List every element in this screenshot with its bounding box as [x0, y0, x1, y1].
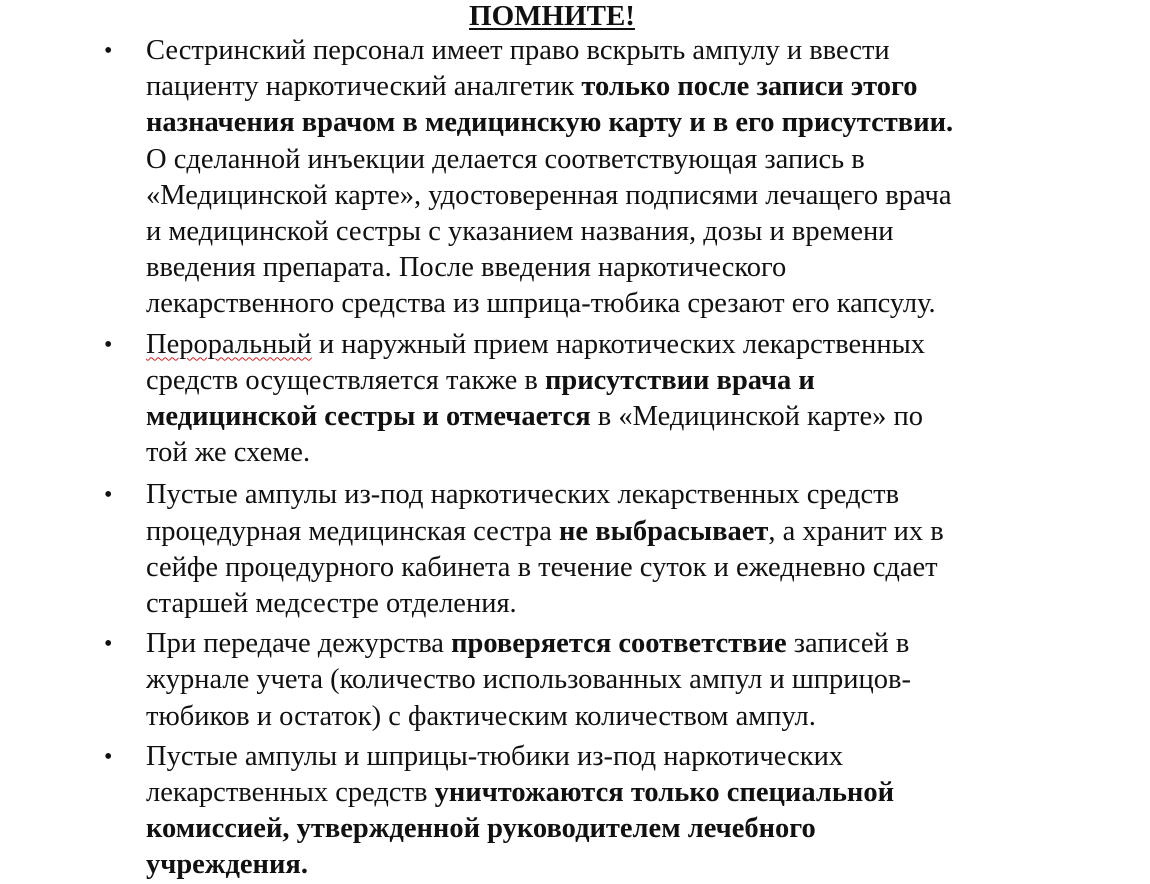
rule-line: [146, 435, 1046, 471]
page-title: ПОМНИТЕ!: [469, 0, 635, 32]
rule-item-5: [0, 739, 1046, 884]
bullet-icon: •: [104, 631, 113, 658]
rule-line: [146, 626, 1046, 662]
rule-item-2: [0, 327, 1046, 472]
rule-line: [146, 178, 1046, 214]
rule-text: и медицинской сестры с указанием названия, дозы и времени: [146, 216, 894, 248]
emphasis-text: только после записи этого: [581, 71, 918, 103]
rule-line: [146, 550, 1046, 586]
rule-line: [146, 811, 1046, 847]
rule-line: [146, 69, 1046, 105]
rule-line: [146, 33, 1046, 69]
rule-text: При передаче дежурства: [146, 628, 452, 660]
bullet-icon: •: [104, 743, 113, 770]
rule-text: старшей медсестре отделения.: [146, 588, 517, 620]
rule-line: [146, 363, 1046, 399]
emphasis-text: учреждения.: [146, 849, 308, 881]
rule-text: в «Медицинской карте» по: [590, 401, 923, 433]
rule-text: Сестринский персонал имеет право вскрыть ампулу и ввести: [146, 35, 890, 66]
bullet-icon: •: [104, 482, 113, 509]
rule-line: [146, 327, 1046, 363]
rule-text: сейфе процедурного кабинета в течение суток и ежедневно сдает: [146, 551, 938, 583]
rule-line: [146, 286, 1046, 322]
rule-line: [146, 399, 1046, 435]
bullet-icon: •: [104, 331, 113, 358]
rule-text: процедурная медицинская сестра: [146, 515, 560, 547]
rule-text: Пустые ампулы и шприцы-тюбики из-под наркотических: [146, 740, 844, 772]
rule-line: [146, 847, 1046, 883]
rule-line: [146, 775, 1046, 811]
rule-line: [146, 142, 1046, 178]
emphasis-text: проверяется соответствие: [451, 628, 787, 660]
rule-text: той же схеме.: [146, 437, 311, 469]
rule-text: лекарственных средств: [146, 777, 435, 809]
rule-line: [146, 250, 1046, 286]
emphasis-text: не выбрасывает: [559, 515, 769, 547]
rule-item-3: [0, 477, 1046, 622]
rule-text: записей в: [786, 628, 910, 660]
rule-line: [146, 662, 1046, 698]
rule-text: , а хранит их в: [768, 515, 944, 547]
rule-line: [146, 699, 1046, 735]
rule-text: Пустые ампулы из-под наркотических лекарственных средств: [146, 479, 900, 511]
rule-item-1: [0, 33, 1046, 323]
rule-line: [146, 214, 1046, 250]
emphasis-text: назначения врачом в медицинскую карту и в его присутствии.: [146, 107, 954, 139]
rule-line: [146, 586, 1046, 622]
emphasis-text: уничтожаются только специальной: [434, 777, 895, 809]
rule-line: [146, 105, 1046, 141]
rule-text: лекарственного средства из шприца-тюбика срезают его капсулу.: [146, 288, 936, 320]
rule-line: [146, 514, 1046, 550]
rule-text: журнале учета (количество использованных ампул и шприцов-: [146, 664, 911, 696]
rule-text: тюбиков и остаток) с фактическим количеством ампул.: [146, 700, 816, 732]
rule-text: введения препарата. После введения наркотического: [146, 252, 787, 284]
rule-text: Пероральный: [146, 328, 312, 360]
rule-line: [146, 739, 1046, 775]
rule-text: «Медицинской карте», удостоверенная подписями лечащего врача: [146, 179, 952, 211]
rule-text: О сделанной инъекции делается соответствующая запись в: [146, 143, 865, 175]
emphasis-text: комиссией, утвержденной руководителем лечебного: [146, 813, 816, 845]
rule-text: средств осуществляется также в: [146, 364, 545, 396]
rule-line: [146, 477, 1046, 513]
rule-text: пациенту наркотический аналгетик: [146, 71, 582, 103]
rule-text: и наружный прием наркотических лекарственных: [311, 328, 926, 360]
bullet-icon: •: [104, 38, 113, 64]
rules-list: [0, 33, 1046, 884]
emphasis-text: медицинской сестры и отмечается: [146, 401, 591, 433]
rule-item-4: [0, 626, 1046, 735]
emphasis-text: присутствии врача и: [544, 364, 815, 396]
